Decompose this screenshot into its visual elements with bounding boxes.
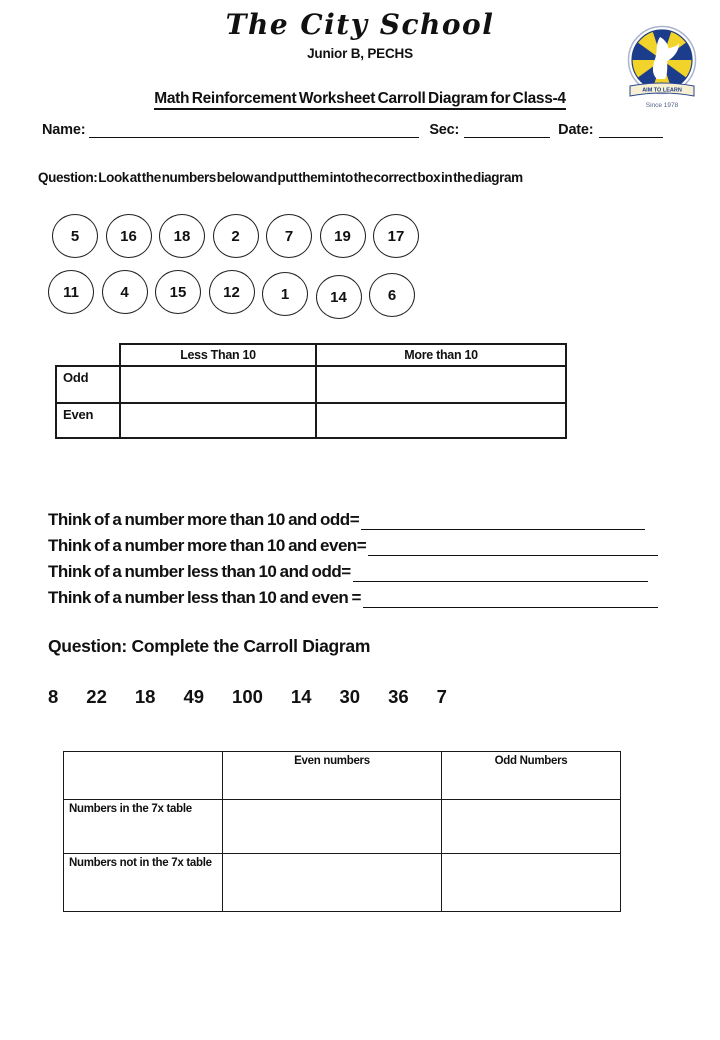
circle-row-2 bbox=[48, 270, 427, 319]
number-circle: 4 bbox=[102, 270, 148, 314]
table2-row-label-not-in-7x: Numbers not in the 7x table bbox=[64, 854, 223, 912]
branch-name: Junior B, PECHS bbox=[307, 46, 413, 61]
number-circle: 18 bbox=[159, 214, 205, 258]
student-info-row bbox=[42, 121, 682, 138]
name-blank-line bbox=[89, 121, 419, 138]
table1-row-label-even: Even bbox=[56, 403, 120, 438]
table1-empty-corner bbox=[56, 344, 120, 366]
date-blank-line bbox=[599, 121, 663, 138]
number-circle: 15 bbox=[155, 270, 201, 314]
sec-blank-line bbox=[464, 121, 550, 138]
number-circle: 5 bbox=[52, 214, 98, 258]
number-circle: 6 bbox=[369, 273, 415, 317]
table1-header-more-than-10: More than 10 bbox=[316, 344, 566, 366]
loose-number: 49 bbox=[183, 686, 205, 707]
table2-cell-notin7x-odd bbox=[442, 854, 621, 912]
number-circle: 7 bbox=[266, 214, 312, 258]
number-circle: 14 bbox=[316, 275, 362, 319]
think-line-label: Think of a number less than 10 and even = bbox=[48, 588, 361, 607]
question-1: Question: Look at the numbers below and put them into the correct box in the diagram bbox=[38, 170, 523, 185]
answer-blank-line bbox=[363, 587, 658, 608]
think-line-label: Think of a number more than 10 and odd= bbox=[48, 510, 360, 529]
think-line bbox=[48, 530, 658, 556]
school-name: The City School bbox=[225, 8, 495, 41]
name-label: Name: bbox=[42, 122, 86, 138]
number-circle: 16 bbox=[106, 214, 152, 258]
think-line-label: Think of a number more than 10 and even= bbox=[48, 536, 367, 555]
worksheet-title-text: Math Reinforcement Worksheet Carroll Diagram for Class-4 bbox=[154, 90, 565, 110]
loose-number: 7 bbox=[436, 686, 447, 707]
numbers-row bbox=[48, 686, 447, 708]
table1-header-less-than-10: Less Than 10 bbox=[120, 344, 316, 366]
think-line bbox=[48, 582, 658, 608]
number-circle: 17 bbox=[373, 214, 419, 258]
number-circle: 2 bbox=[213, 214, 259, 258]
answer-blank-line bbox=[353, 561, 648, 582]
answer-blank-line bbox=[361, 509, 645, 530]
number-circle: 12 bbox=[209, 270, 255, 314]
question-2: Question: Complete the Carroll Diagram bbox=[48, 636, 371, 656]
answer-blank-line bbox=[368, 535, 658, 556]
loose-number: 36 bbox=[388, 686, 409, 707]
think-line-label: Think of a number less than 10 and odd= bbox=[48, 562, 351, 581]
date-label: Date: bbox=[558, 122, 594, 138]
circle-row-1 bbox=[52, 214, 427, 258]
loose-number: 18 bbox=[134, 686, 156, 707]
think-line bbox=[48, 504, 645, 530]
think-line bbox=[48, 556, 648, 582]
number-circle: 19 bbox=[320, 214, 366, 258]
crest-since: Since 1978 bbox=[645, 102, 679, 109]
number-circle: 1 bbox=[262, 272, 308, 316]
loose-number: 30 bbox=[339, 686, 361, 707]
table1-cell-odd-more bbox=[316, 366, 566, 403]
table2-cell-in7x-odd bbox=[442, 800, 621, 854]
table1-cell-even-less bbox=[120, 403, 316, 438]
table1-row-label-odd: Odd bbox=[56, 366, 120, 403]
carroll-table-1 bbox=[55, 343, 567, 439]
crest-motto: AIM TO LEARN bbox=[642, 87, 682, 94]
worksheet-title bbox=[0, 87, 720, 108]
loose-number: 14 bbox=[290, 686, 312, 707]
table2-header-even-numbers: Even numbers bbox=[223, 752, 442, 800]
table2-row-label-in-7x: Numbers in the 7x table bbox=[64, 800, 223, 854]
table2-cell-in7x-even bbox=[223, 800, 442, 854]
loose-number: 100 bbox=[232, 686, 263, 707]
think-lines bbox=[48, 504, 658, 608]
number-circle: 11 bbox=[48, 270, 94, 314]
table2-header-odd-numbers: Odd Numbers bbox=[442, 752, 621, 800]
loose-number: 22 bbox=[86, 686, 107, 707]
sec-label: Sec: bbox=[429, 122, 460, 138]
table2-empty-corner bbox=[64, 752, 223, 800]
number-circles bbox=[52, 214, 427, 319]
table2-cell-notin7x-even bbox=[223, 854, 442, 912]
table1-cell-odd-less bbox=[120, 366, 316, 403]
table1-cell-even-more bbox=[316, 403, 566, 438]
loose-number: 8 bbox=[48, 686, 59, 707]
carroll-table-2 bbox=[63, 751, 621, 912]
